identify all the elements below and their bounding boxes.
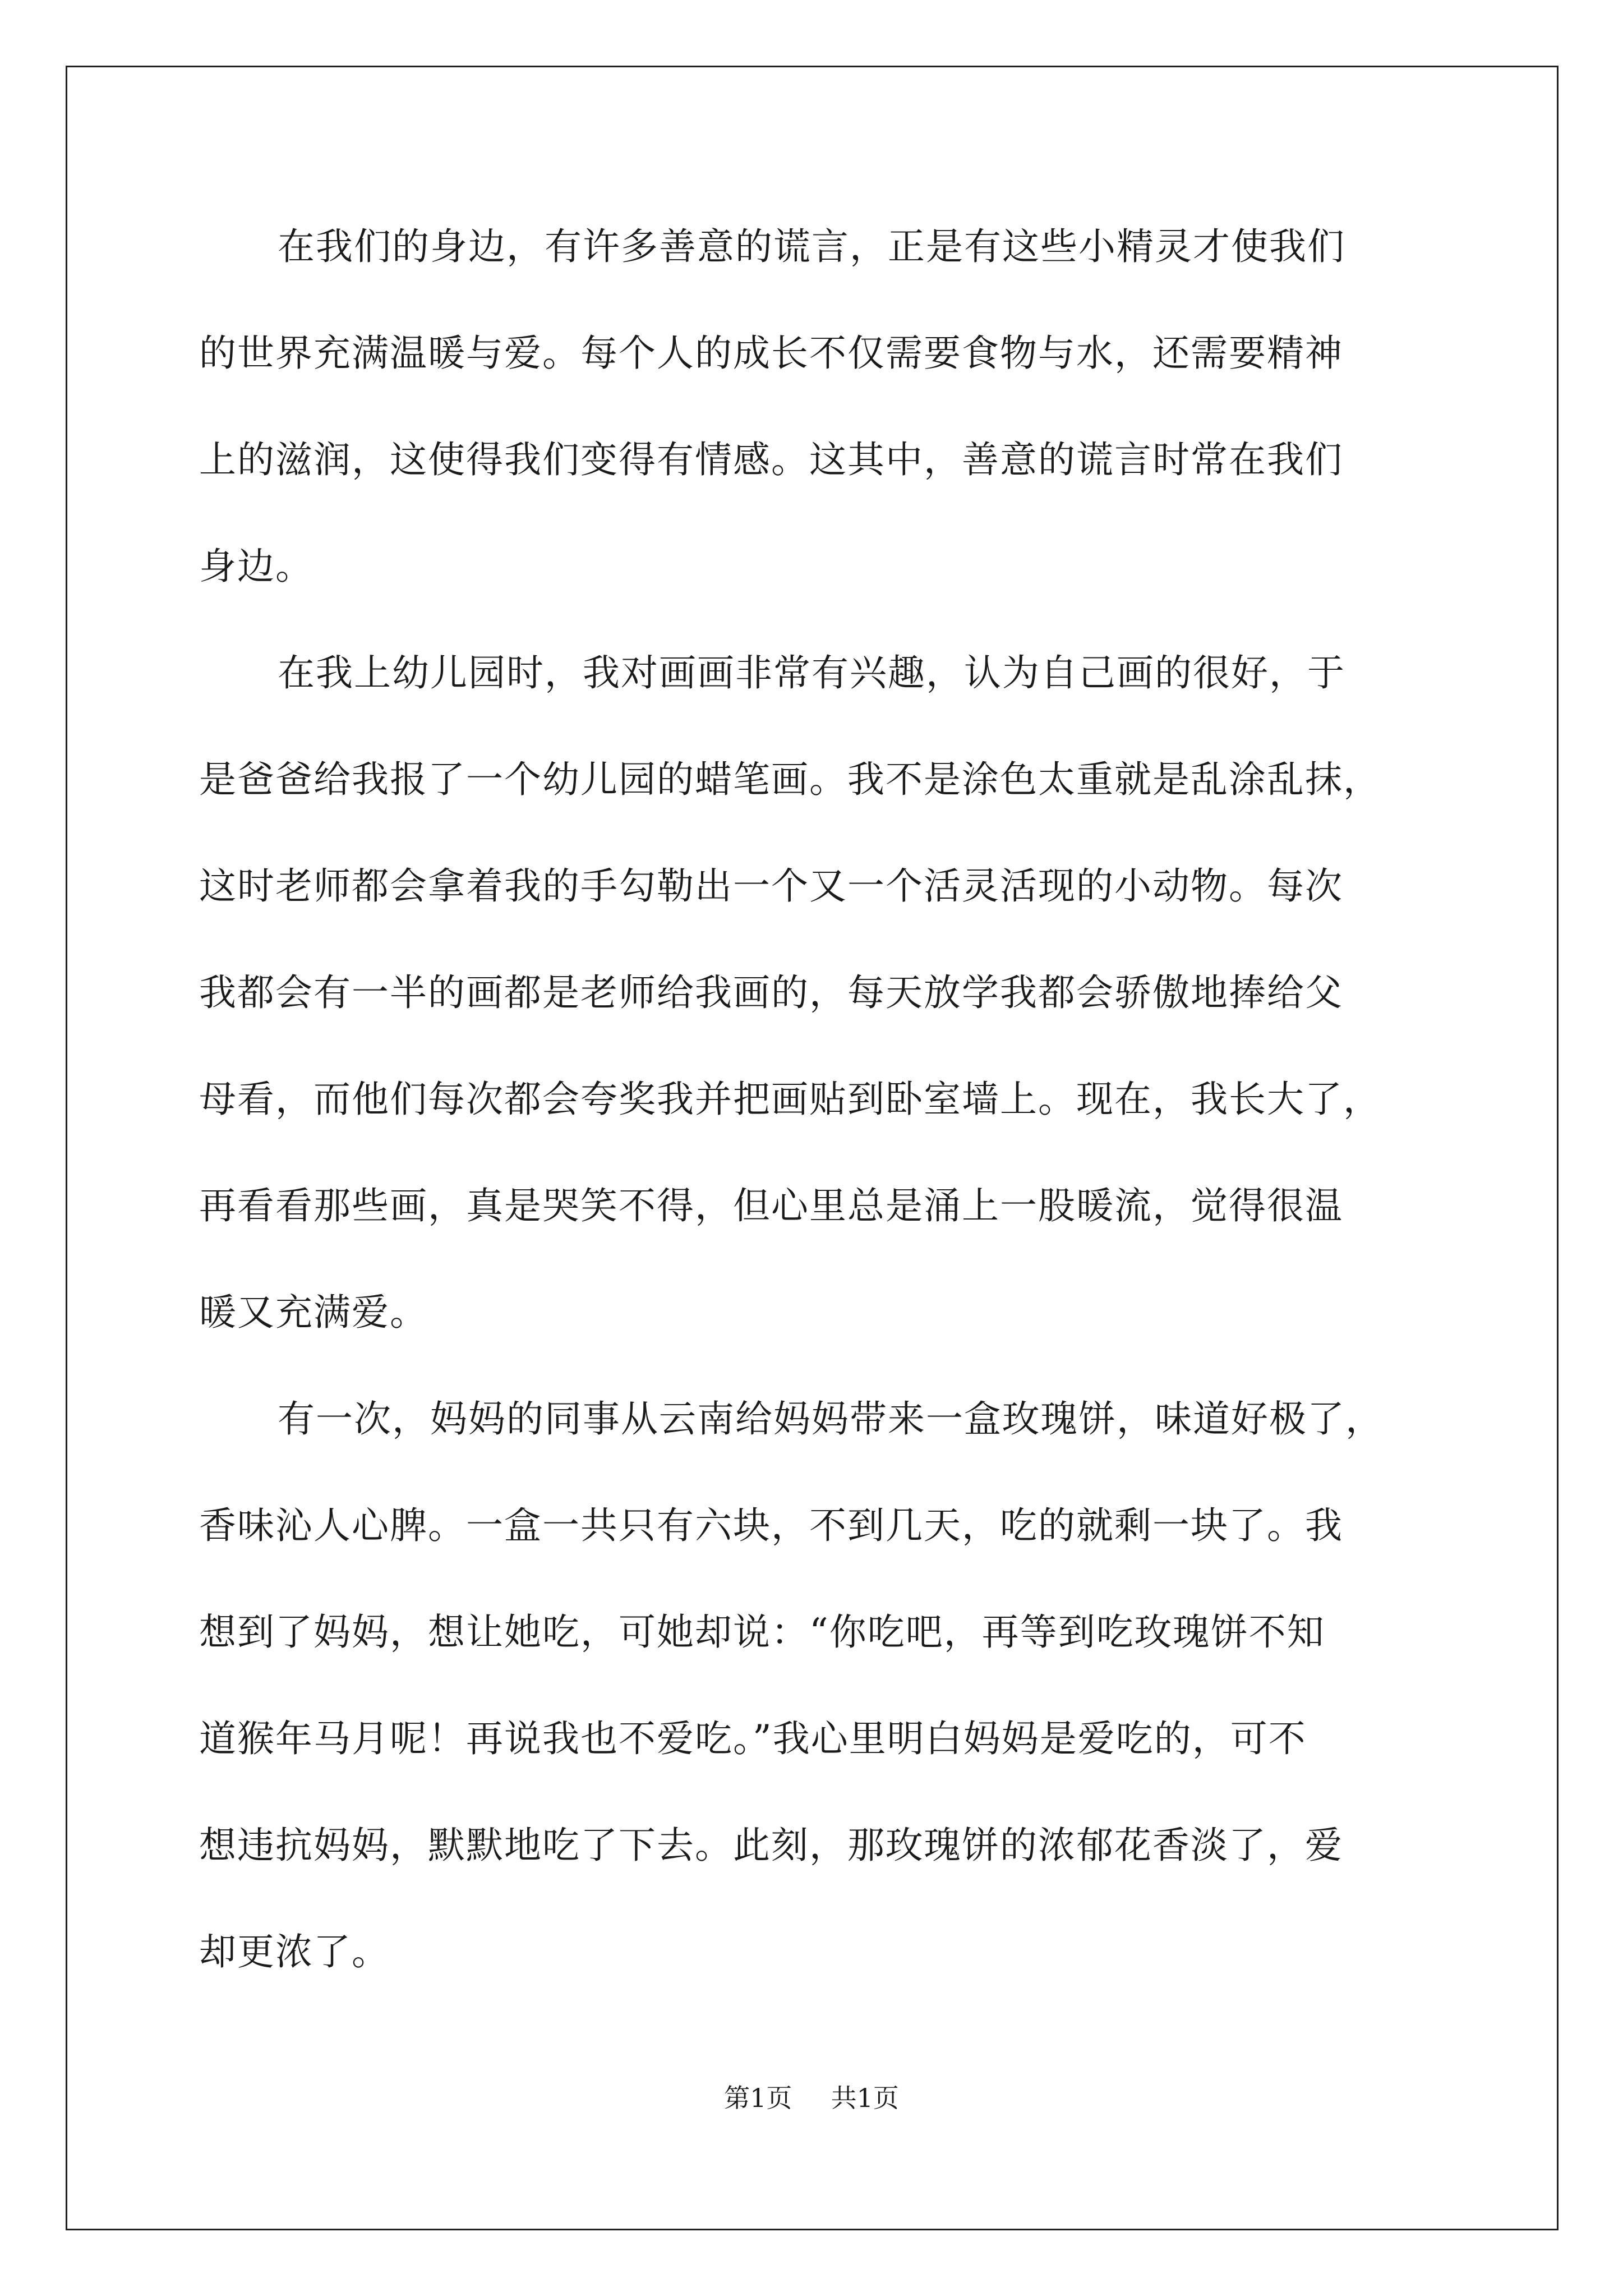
text-line: 在我们的身边，有许多善意的谎言，正是有这些小精灵才使我们 [278, 225, 1345, 268]
text-line: 却更浓了。 [199, 1930, 390, 1973]
text-line: 再看看那些画，真是哭笑不得，但心里总是涌上一股暖流，觉得很温 [199, 1184, 1343, 1227]
text-line: 是爸爸给我报了一个幼儿园的蜡笔画。我不是涂色太重就是乱涂乱抹， [199, 758, 1381, 801]
text-line: 想到了妈妈，想让她吃，可她却说：“你吃吧，再等到吃玫瑰饼不知 [199, 1611, 1325, 1654]
page-number-current: 第1页 [724, 2083, 792, 2113]
text-line: 想违抗妈妈，默默地吃了下去。此刻，那玫瑰饼的浓郁花香淡了，爱 [199, 1824, 1343, 1867]
text-line: 有一次，妈妈的同事从云南给妈妈带来一盒玫瑰饼，味道好极了， [278, 1397, 1384, 1441]
text-line: 上的滋润，这使得我们变得有情感。这其中，善意的谎言时常在我们 [199, 438, 1343, 481]
text-line: 在我上幼儿园时，我对画画非常有兴趣，认为自己画的很好，于 [278, 651, 1345, 694]
text-line: 的世界充满温暖与爱。每个人的成长不仅需要食物与水，还需要精神 [199, 332, 1343, 375]
page-footer [0, 2081, 1623, 2115]
text-line: 母看，而他们每次都会夸奖我并把画贴到卧室墙上。现在，我长大了， [199, 1078, 1381, 1121]
text-line: 香味沁人心脾。一盒一共只有六块，不到几天，吃的就剩一块了。我 [199, 1504, 1343, 1547]
text-line: 这时老师都会拿着我的手勾勒出一个又一个活灵活现的小动物。每次 [199, 864, 1343, 908]
document-body [199, 210, 1438, 2022]
text-line: 暖又充满爱。 [199, 1291, 428, 1334]
text-line: 道猴年马月呢！再说我也不爱吃。”我心里明白妈妈是爱吃的，可不 [199, 1717, 1307, 1760]
text-line: 身边。 [199, 545, 313, 588]
text-line: 我都会有一半的画都是老师给我画的，每天放学我都会骄傲地捧给父 [199, 971, 1343, 1014]
page-number-total: 共1页 [831, 2083, 899, 2113]
